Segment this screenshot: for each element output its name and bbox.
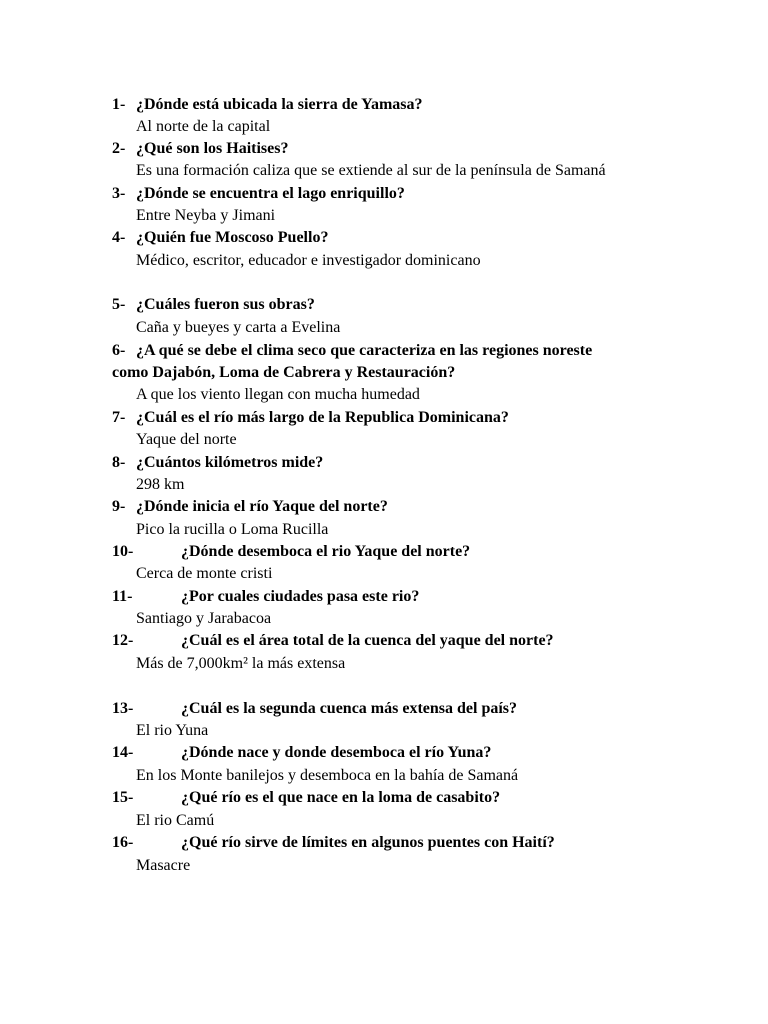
question-text: ¿Cuántos kilómetros mide? [136,454,324,471]
answer-line [0,765,768,787]
answer-text: 298 km [136,476,185,493]
question-line [0,832,768,854]
question-line [0,294,768,316]
question-text: ¿Dónde inicia el río Yaque del norte? [136,498,388,515]
question-text: ¿Dónde nace y donde desemboca el río Yuna? [181,744,492,761]
answer-line [0,720,768,742]
question-line [0,340,768,362]
question-line [0,541,768,563]
answer-text: Pico la rucilla o Loma Rucilla [136,521,329,538]
question-text: ¿Qué río es el que nace en la loma de casabito? [181,789,501,806]
answer-line [0,250,768,272]
answer-text: El rio Camú [136,812,215,829]
question-number: 12- [112,632,134,649]
answer-text: Masacre [136,857,191,874]
question-number: 14- [112,744,134,761]
question-number: 3- [112,185,126,202]
answer-text: Entre Neyba y Jimani [136,207,276,224]
question-line [0,496,768,518]
question-number: 16- [112,834,134,851]
question-text: ¿Cuál es el río más largo de la Republica Dominicana? [136,409,509,426]
question-text: ¿A qué se debe el clima seco que caracteriza en las regiones noreste [136,342,593,359]
answer-text: Caña y bueyes y carta a Evelina [136,319,341,336]
answer-text: Cerca de monte cristi [136,565,273,582]
question-number: 1- [112,96,126,113]
question-text: ¿Cuáles fueron sus obras? [136,296,315,313]
question-line [0,227,768,249]
question-line [0,698,768,720]
answer-line [0,519,768,541]
question-number: 15- [112,789,134,806]
answer-line [0,608,768,630]
answer-text: En los Monte banilejos y desemboca en la bahía de Samaná [136,767,519,784]
question-number: 4- [112,229,126,246]
answer-line [0,855,768,877]
answer-text: Santiago y Jarabacoa [136,610,272,627]
answer-line [0,116,768,138]
question-number: 9- [112,498,126,515]
question-text: ¿Quién fue Moscoso Puello? [136,229,329,246]
question-text-continued: como Dajabón, Loma de Cabrera y Restauración? [112,364,456,381]
question-line [0,787,768,809]
question-text: ¿Dónde está ubicada la sierra de Yamasa? [136,96,423,113]
answer-line [0,160,768,182]
question-line [0,742,768,764]
question-number: 8- [112,454,126,471]
answer-line [0,810,768,832]
question-text: ¿Cuál es la segunda cuenca más extensa del país? [181,700,518,717]
answer-text: El rio Yuna [136,722,209,739]
question-number: 10- [112,543,134,560]
answer-line [0,317,768,339]
question-text: ¿Dónde desemboca el rio Yaque del norte? [181,543,471,560]
question-line [0,183,768,205]
question-line-continued [0,362,768,384]
question-text: ¿Dónde se encuentra el lago enriquillo? [136,185,405,202]
question-line [0,407,768,429]
question-number: 2- [112,140,126,157]
answer-line [0,653,768,675]
question-line [0,586,768,608]
answer-line [0,205,768,227]
question-number: 11- [112,588,133,605]
question-number: 5- [112,296,126,313]
question-line [0,138,768,160]
answer-text: Es una formación caliza que se extiende al sur de la península de Samaná [136,162,606,179]
answer-line [0,429,768,451]
answer-text: Yaque del norte [136,431,237,448]
answer-line [0,563,768,585]
question-number: 7- [112,409,126,426]
question-number: 6- [112,342,126,359]
answer-text: Médico, escritor, educador e investigador dominicano [136,252,481,269]
answer-text: Al norte de la capital [136,118,271,135]
question-text: ¿Qué son los Haitises? [136,140,289,157]
question-number: 13- [112,700,134,717]
question-text: ¿Cuál es el área total de la cuenca del yaque del norte? [181,632,554,649]
question-text: ¿Por cuales ciudades pasa este rio? [181,588,420,605]
answer-text: A que los viento llegan con mucha humedad [136,386,420,403]
answer-text: Más de 7,000km² la más extensa [136,655,346,672]
question-text: ¿Qué río sirve de límites en algunos puentes con Haití? [181,834,555,851]
question-line [0,94,768,116]
answer-line [0,474,768,496]
question-line [0,630,768,652]
question-line [0,452,768,474]
answer-line [0,384,768,406]
